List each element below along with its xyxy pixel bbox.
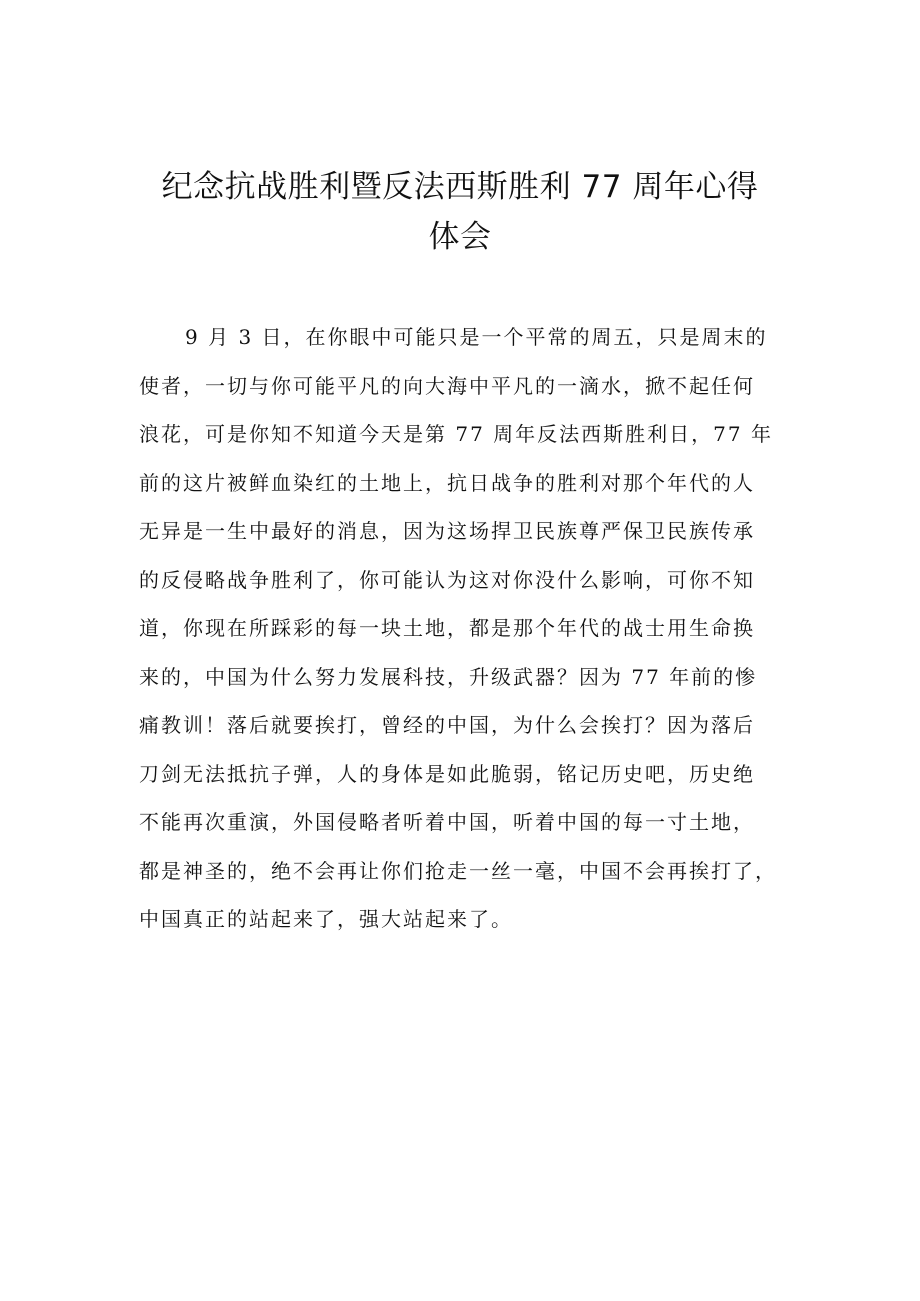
paragraph-line: 浪花，可是你知不知道今天是第 77 周年反法西斯胜利日，77 年 <box>139 422 773 446</box>
paragraph-line: 都是神圣的，绝不会再让你们抢走一丝一毫，中国不会再挨打了， <box>139 858 777 883</box>
paragraph-line: 来的，中国为什么努力发展科技，升级武器？因为 77 年前的惨 <box>139 664 758 689</box>
document-body <box>139 313 799 944</box>
paragraph-line: 使者，一切与你可能平凡的向大海中平凡的一滴水，掀不起任何 <box>139 373 755 398</box>
paragraph-line: 痛教训！落后就要挨打，曾经的中国，为什么会挨打？因为落后 <box>139 713 755 737</box>
paragraph-line: 无异是一生中最好的消息，因为这场捍卫民族尊严保卫民族传承 <box>139 519 755 543</box>
title-line-1: 纪念抗战胜利暨反法西斯胜利 77 周年心得 <box>161 169 759 205</box>
paragraph-line: 刀剑无法抵抗子弹，人的身体是如此脆弱，铭记历史吧，历史绝 <box>139 761 755 786</box>
paragraph-line: 的反侵略战争胜利了，你可能认为这对你没什么影响，可你不知 <box>139 567 755 592</box>
paragraph-line: 不能再次重演，外国侵略者听着中国，听着中国的每一寸土地， <box>139 810 755 834</box>
document-title <box>140 162 780 262</box>
paragraph-line: 前的这片被鲜血染红的土地上，抗日战争的胜利对那个年代的人 <box>139 470 755 495</box>
title-line-2: 体会 <box>428 219 492 255</box>
paragraph-line: 道，你现在所踩彩的每一块土地，都是那个年代的战士用生命换 <box>139 616 755 640</box>
paragraph-line: 9 月 3 日，在你眼中可能只是一个平常的周五，只是周末的 <box>185 325 768 349</box>
paragraph-line: 中国真正的站起来了，强大站起来了。 <box>139 907 513 931</box>
